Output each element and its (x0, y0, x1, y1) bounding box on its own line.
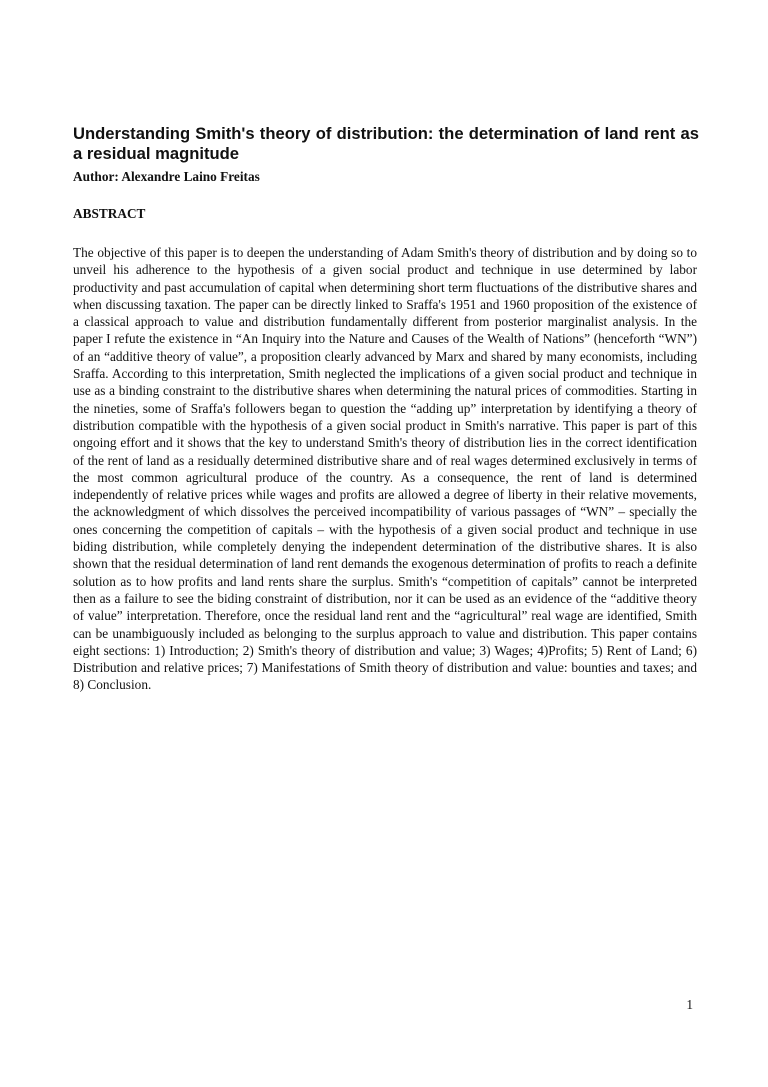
abstract-body: The objective of this paper is to deepen the understanding of Adam Smith's theory of distribution and by doing so to unveil his adherence to the hypothesis of a given social product and technique in use determined by labor productivity and past accumulation of capital when determining short term fluctuations of the distributive shares and when discussing taxation. The paper can be directly linked to Sraffa's 1951 and 1960 proposition of the existence of a classical approach to value and distribution fundamentally different from posterior marginalist analysis. In the paper I refute the existence in “An Inquiry into the Nature and Causes of the Wealth of Nations” (henceforth “WN”) of an “additive theory of value”, a proposition clearly advanced by Marx and shared by many economists, including Sraffa. According to this interpretation, Smith neglected the implications of a given social product and technique in use as a binding constraint to the distributive shares when determining the natural prices of commodities. Starting in the nineties, some of Sraffa's followers began to question the “adding up” interpretation by identifying a theory of distribution compatible with the hypothesis of a given social product in Smith's narrative. This paper is part of this ongoing effort and it shows that the key to understand Smith's theory of distribution lies in the correct identification of the rent of land as a residually determined distributive share and of real wages determined exclusively in terms of the most common agricultural produce of the country. As a consequence, the rent of land is determined independently of relative prices while wages and profits are allowed a degree of liberty in their relative movements, the acknowledgment of which dissolves the perceived incompatibility of various passages of “WN” – specially the ones concerning the competition of capitals – with the hypothesis of a given social product and technique in use biding distribution, while completely denying the independent determination of the distributive shares. It is also shown that the residual determination of land rent demands the exogenous determination of profits to reach a definite solution as to how profits and land rents share the surplus. Smith's “competition of capitals” cannot be interpreted then as a failure to see the biding constraint of distribution, nor it can be used as an evidence of the “additive theory of value” interpretation. Therefore, once the residual land rent and the “agricultural” real wage are identified, Smith can be unambiguously included as belonging to the surplus approach to value and distribution. This paper contains eight sections: 1) Introduction; 2) Smith's theory of distribution and value; 3) Wages; 4)Profits; 5) Rent of Land; 6) Distribution and relative prices; 7) Manifestations of Smith theory of distribution and value: bounties and taxes; and 8) Conclusion. (73, 245, 697, 693)
page-number: 1 (686, 997, 693, 1012)
author-line: Author: Alexandre Laino Freitas (73, 169, 260, 184)
paper-title: Understanding Smith's theory of distribution: the determination of land rent as a residual magnitude (73, 124, 699, 163)
abstract-heading: ABSTRACT (73, 206, 146, 221)
